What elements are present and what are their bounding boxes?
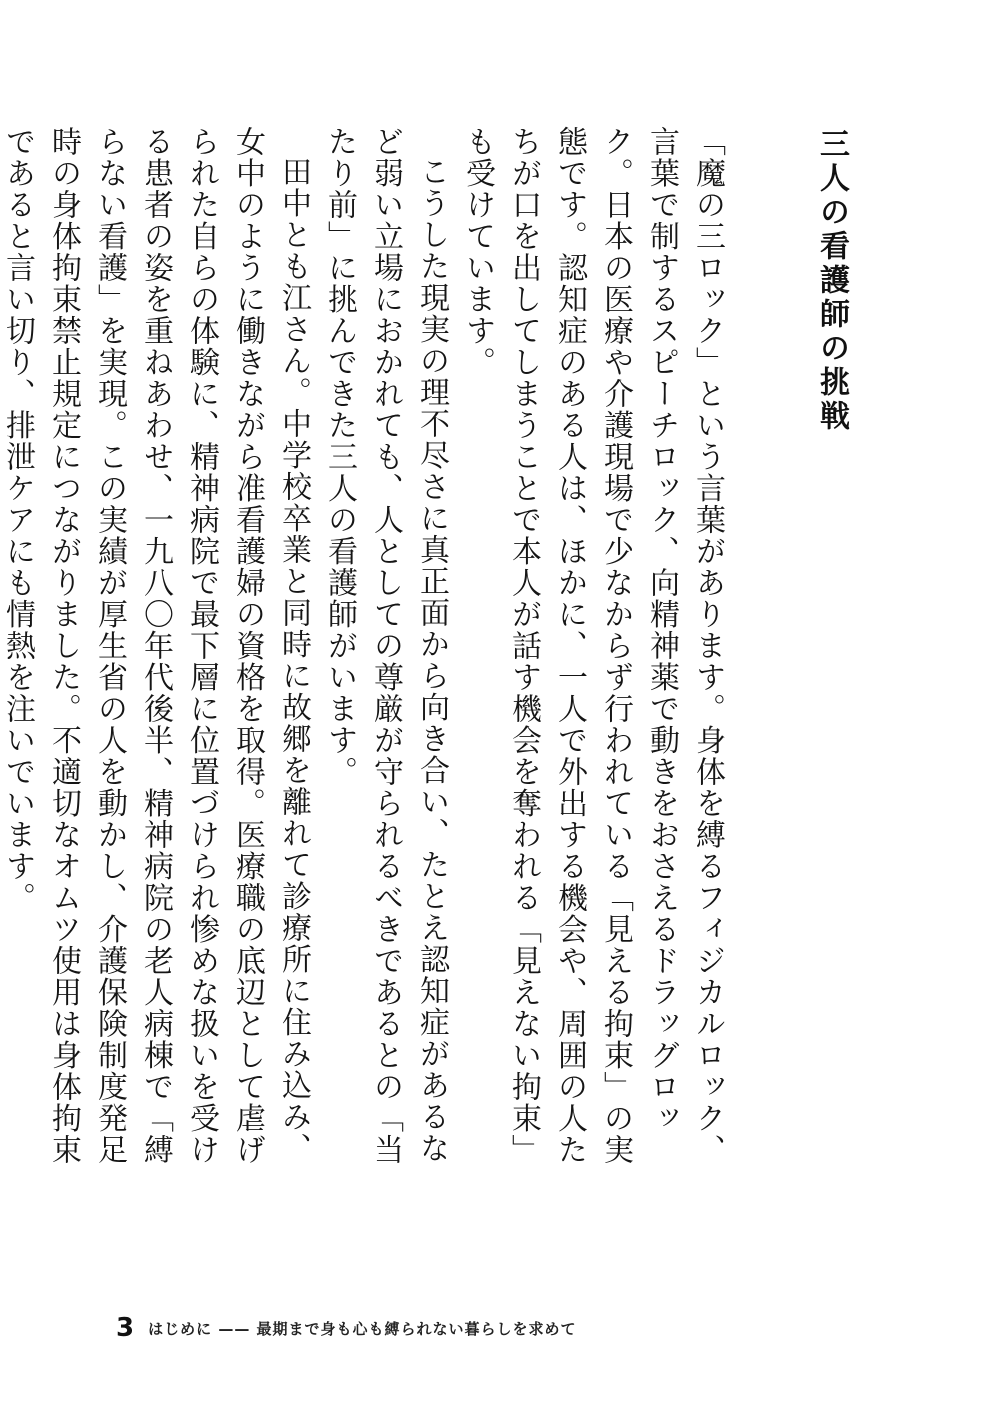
body-text [0, 126, 730, 1186]
paragraph-tanaka-tomoe: 田中とも江さん。中学校卒業と同時に故郷を離れて診療所に住み込み、女中のように働きながら准看護婦の資格を取得。医療職の底辺として虐げられた自らの体験に、精神病院で最下層に位置づけられ惨めな扱いを受ける患者の姿を重ねあわせ、一九八〇年代後半、精神病院の老人病棟で「縛らない看護」を実現。この実績が厚生省の人を動かし、介護保険制度発足時の身体拘束禁止規定につながりました。不適切なオムツ使用は身体拘束であると言い切り、排泄ケアにも情熱を注いでいます。 [0, 126, 311, 1166]
paragraph-three-nurses: こうした現実の理不尽さに真正面から向き合い、たとえ認知症があるなど弱い立場におかれても、人としての尊厳が守られるべきであるとの「当たり前」に挑んできた三人の看護師がいます。 [322, 126, 449, 1166]
page-number: 3 [116, 1313, 135, 1343]
section-heading: 三人の看護師の挑戦 [814, 128, 849, 434]
page-footer [116, 1313, 577, 1343]
running-head: はじめに —— 最期まで身も心も縛られない暮らしを求めて [148, 1319, 577, 1338]
paragraph-magic-three-locks: 「魔の三ロック」という言葉があります。身体を縛るフィジカルロック、言葉で制するスピーチロック、向精神薬で動きをおさえるドラッグロック。日本の医療や介護現場で少なからず行われている「見える拘束」の実態です。認知症のある人は、ほかに、一人で外出する機会や、周囲の人たちが口を出してしまうことで本人が話す機会を奪われる「見えない拘束」も受けています。 [460, 126, 725, 1166]
